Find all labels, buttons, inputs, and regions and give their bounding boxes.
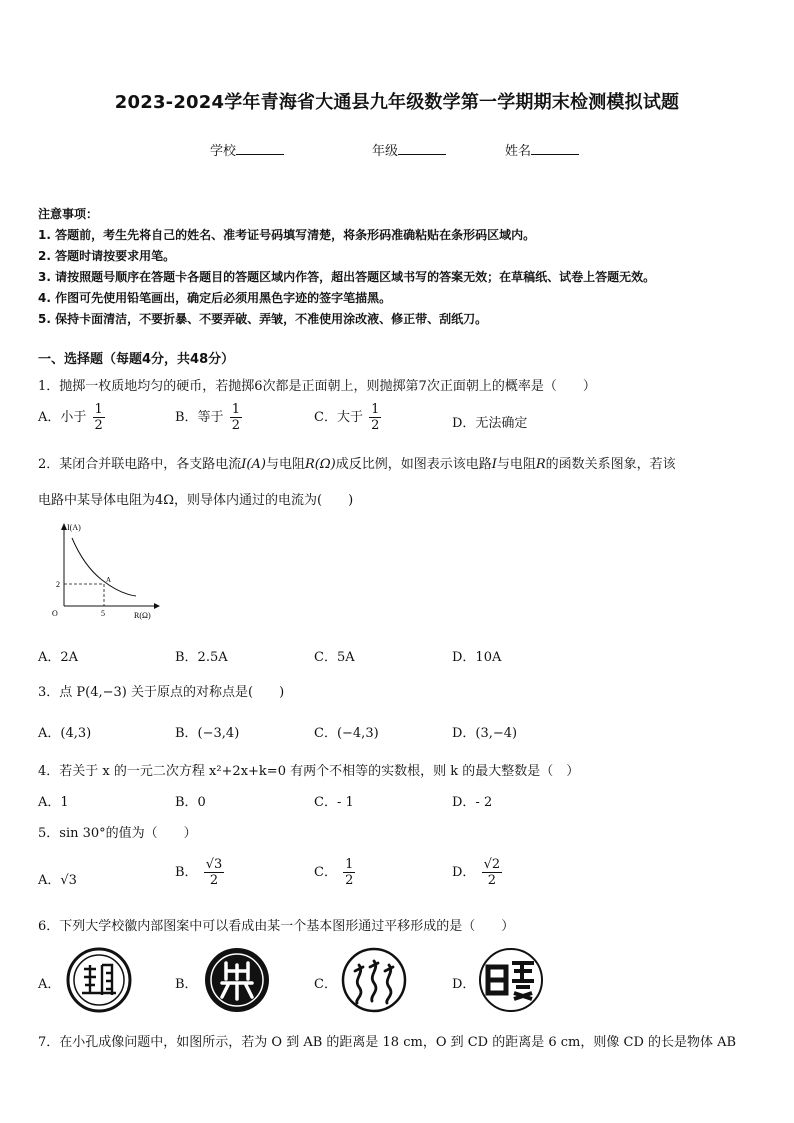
graph-y-tick: 2 bbox=[56, 580, 60, 589]
q1-a-fraction: $\frac{1}{2}$ bbox=[94, 402, 103, 433]
q5-d-label: D． bbox=[452, 865, 476, 880]
graph-xlabel: R(Ω) bbox=[134, 611, 151, 620]
notes-item-2: 2. 答题时请按要求用笔。 bbox=[38, 249, 176, 263]
section-heading: 一、选择题（每题4分，共48分） bbox=[38, 352, 235, 367]
q1-c-label: C．大于 bbox=[314, 410, 363, 425]
q4-option-d[interactable]: D．- 2 bbox=[452, 795, 493, 810]
q2-option-c[interactable]: C．5A bbox=[314, 650, 355, 665]
q1-option-a[interactable] bbox=[38, 402, 105, 433]
q2-graph bbox=[40, 520, 165, 625]
grade-label: 年级 bbox=[372, 144, 399, 159]
q1-stem: 1．抛掷一枚质地均匀的硬币，若抛掷6次都是正面朝上，则抛掷第7次正面朝上的概率是（ ） bbox=[38, 379, 596, 394]
q6-stem: 6．下列大学校徽内部图案中可以看成由某一个基本图形通过平移形成的是（ ） bbox=[38, 919, 515, 934]
q5-option-c[interactable] bbox=[314, 857, 355, 888]
q5-option-d[interactable] bbox=[452, 857, 502, 888]
q6-option-d-label[interactable]: D． bbox=[452, 977, 476, 992]
q5-c-fraction: $\frac{1}{2}$ bbox=[345, 857, 354, 888]
x-axis-arrow bbox=[154, 603, 160, 609]
q3-option-b[interactable]: B．(−3,4) bbox=[175, 726, 240, 741]
hyperbola-curve bbox=[72, 538, 136, 596]
school-label: 学校 bbox=[210, 144, 237, 159]
q5-option-b[interactable] bbox=[175, 857, 224, 888]
notes-block bbox=[38, 204, 655, 330]
q5-b-label: B． bbox=[175, 865, 198, 880]
q4-option-a[interactable]: A．1 bbox=[38, 795, 69, 810]
q5-a-value: √3 bbox=[60, 873, 77, 888]
q6-option-a-label[interactable]: A． bbox=[38, 977, 61, 992]
notes-item-5: 5. 保持卡面清洁，不要折暴、不要弄破、弄皱，不准使用涂改液、修正带、刮纸刀。 bbox=[38, 312, 488, 326]
graph-x-tick: 5 bbox=[101, 609, 105, 618]
q2-stem-line1: 2．某闭合并联电路中，各支路电流I(A)与电阻R(Ω)成反比例，如图表示该电路I与电阻R的函数关系图象，若该 bbox=[38, 457, 676, 472]
q7-stem: 7．在小孔成像问题中，如图所示，若为 O 到 AB 的距离是 18 cm，O 到 CD 的距离是 6 cm，则像 CD 的长是物体 AB bbox=[38, 1035, 737, 1050]
q6-emblem-d[interactable] bbox=[478, 947, 544, 1013]
q5-option-a[interactable] bbox=[38, 869, 77, 888]
q2-stem-line2: 电路中某导体电阻为4Ω，则导体内通过的电流为( ) bbox=[38, 493, 354, 508]
name-label: 姓名 bbox=[505, 144, 532, 159]
graph-point-label: A bbox=[106, 576, 112, 584]
q3-option-d[interactable]: D．(3,−4) bbox=[452, 726, 518, 741]
q6-option-b-label[interactable]: B． bbox=[175, 977, 198, 992]
grade-field[interactable] bbox=[372, 140, 446, 159]
q1-option-b[interactable] bbox=[175, 402, 242, 433]
q2-option-b[interactable]: B．2.5A bbox=[175, 650, 228, 665]
q3-stem: 3．点 P(4,−3) 关于原点的对称点是( ) bbox=[38, 685, 285, 700]
notes-item-4: 4. 作图可先使用铅笔画出，确定后必须用黑色字迹的签字笔描黑。 bbox=[38, 291, 392, 305]
q5-d-fraction: $\frac{√2}{2}$ bbox=[483, 857, 501, 888]
q6-emblem-a[interactable] bbox=[66, 947, 132, 1013]
q1-b-fraction: $\frac{1}{2}$ bbox=[231, 402, 240, 433]
name-field[interactable] bbox=[505, 140, 579, 159]
q5-b-fraction: $\frac{√3}{2}$ bbox=[205, 857, 223, 888]
q5-a-label: A． bbox=[38, 873, 61, 888]
school-field[interactable] bbox=[210, 140, 284, 159]
q1-c-fraction: $\frac{1}{2}$ bbox=[371, 402, 380, 433]
q1-option-d[interactable]: D．无法确定 bbox=[452, 416, 528, 431]
graph-ylabel: I(A) bbox=[67, 523, 81, 532]
q6-emblem-b[interactable] bbox=[204, 947, 270, 1013]
q3-option-c[interactable]: C．(−4,3) bbox=[314, 726, 379, 741]
q1-option-c[interactable] bbox=[314, 402, 381, 433]
q6-option-c-label[interactable]: C． bbox=[314, 977, 337, 992]
q6-emblem-c[interactable] bbox=[341, 947, 407, 1013]
notes-heading: 注意事项： bbox=[38, 207, 99, 221]
q1-a-label: A．小于 bbox=[38, 410, 87, 425]
q2-option-a[interactable]: A．2A bbox=[38, 650, 79, 665]
q4-option-b[interactable]: B．0 bbox=[175, 795, 206, 810]
notes-item-1: 1. 答题前，考生先将自己的姓名、准考证号码填写清楚，将条形码准确粘贴在条形码区域内。 bbox=[38, 228, 536, 242]
q4-stem: 4．若关于 x 的一元二次方程 x²+2x+k=0 有两个不相等的实数根，则 k 的最大整数是（ ） bbox=[38, 764, 580, 779]
q5-stem: 5．sin 30°的值为（ ） bbox=[38, 826, 197, 841]
page-title: 2023-2024学年青海省大通县九年级数学第一学期期末检测模拟试题 bbox=[114, 92, 680, 113]
graph-origin: O bbox=[52, 609, 58, 618]
q2-option-d[interactable]: D．10A bbox=[452, 650, 502, 665]
notes-item-3: 3. 请按照题号顺序在答题卡各题目的答题区域内作答，超出答题区域书写的答案无效；在草稿纸、试卷上答题无效。 bbox=[38, 270, 656, 284]
q3-option-a[interactable]: A．(4,3) bbox=[38, 726, 92, 741]
q5-c-label: C． bbox=[314, 865, 337, 880]
q4-option-c[interactable]: C．- 1 bbox=[314, 795, 354, 810]
q1-b-label: B．等于 bbox=[175, 410, 224, 425]
